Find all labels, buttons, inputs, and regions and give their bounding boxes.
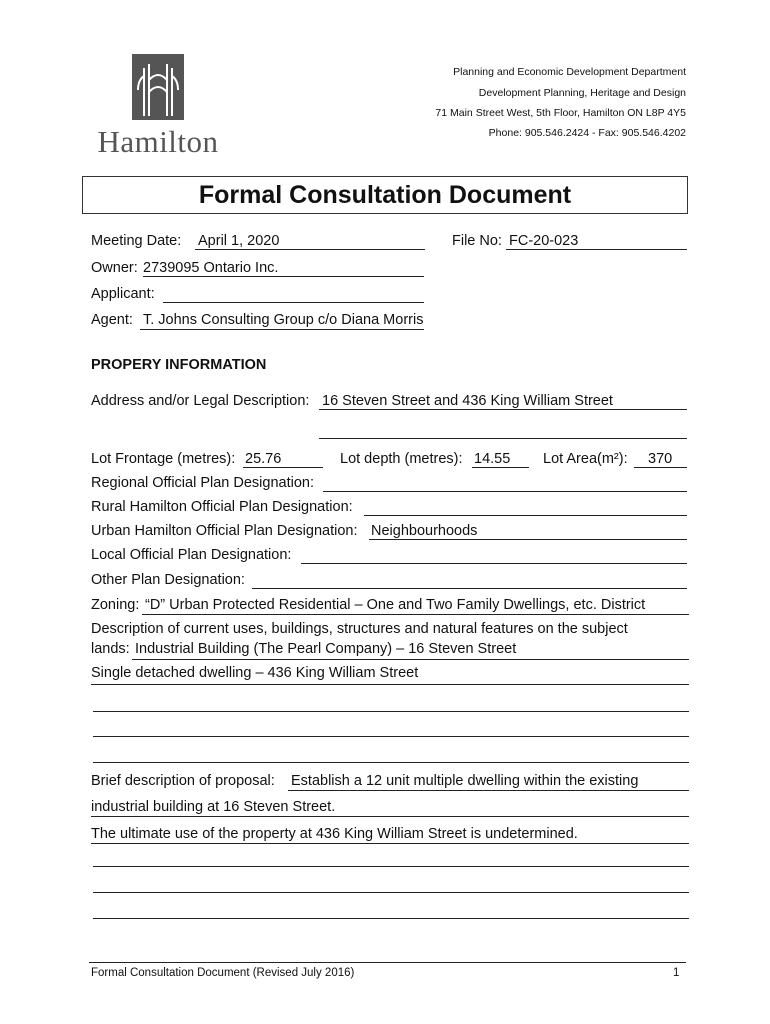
- current-uses-underline-2: [91, 684, 689, 685]
- proposal-field-2[interactable]: [91, 799, 335, 815]
- local-op-field[interactable]: [301, 547, 687, 564]
- address-second-line: [319, 438, 687, 439]
- section-heading: PROPERY INFORMATION: [91, 357, 267, 373]
- file-no-field[interactable]: [506, 233, 687, 250]
- urban-op-label: Urban Hamilton Official Plan Designation:: [91, 523, 358, 539]
- current-uses-blank-line-2: [93, 736, 689, 737]
- logo-wordmark: Hamilton: [97, 124, 219, 159]
- owner-field[interactable]: [143, 260, 424, 277]
- regional-op-label: Regional Official Plan Designation:: [91, 475, 315, 491]
- proposal-underline-2: [91, 816, 689, 817]
- lot-depth-label: Lot depth (metres):: [340, 451, 463, 467]
- agent-label: Agent:: [91, 312, 133, 328]
- zoning-underline: [142, 614, 689, 615]
- address-value: 16 Steven Street and 436 King William Street: [322, 393, 613, 409]
- division-name: Development Planning, Heritage and Design: [478, 87, 686, 99]
- file-no-label: File No:: [452, 233, 502, 249]
- applicant-label: Applicant:: [91, 286, 155, 302]
- current-uses-value-2: Single detached dwelling – 436 King William Street: [91, 665, 419, 681]
- current-uses-blank-line-3: [93, 762, 689, 763]
- proposal-value-3: The ultimate use of the property at 436 King William Street is undetermined.: [91, 826, 578, 842]
- address-label: Address and/or Legal Description:: [91, 393, 310, 409]
- office-address: 71 Main Street West, 5th Floor, Hamilton ON L8P 4Y5: [435, 107, 686, 119]
- meeting-date-value: April 1, 2020: [198, 233, 280, 249]
- document-title-box: [82, 176, 688, 214]
- lot-frontage-label: Lot Frontage (metres):: [91, 451, 236, 467]
- rural-op-label: Rural Hamilton Official Plan Designation:: [91, 499, 353, 515]
- owner-label: Owner:: [91, 260, 138, 276]
- proposal-underline-3: [91, 843, 689, 844]
- other-plan-field[interactable]: [252, 572, 687, 589]
- lot-depth-field[interactable]: [472, 451, 529, 468]
- current-uses-blank-line-1: [93, 711, 689, 712]
- lot-area-value: 370: [648, 451, 673, 467]
- proposal-value-1: Establish a 12 unit multiple dwelling within the existing: [291, 773, 639, 789]
- current-uses-field-1[interactable]: [132, 641, 516, 657]
- applicant-field[interactable]: [163, 286, 424, 303]
- agent-value: T. Johns Consulting Group c/o Diana Morris: [143, 312, 424, 328]
- proposal-blank-line-2: [93, 892, 689, 893]
- meeting-date-field[interactable]: [195, 233, 425, 250]
- footer-divider: [89, 962, 686, 963]
- agent-field[interactable]: [140, 312, 440, 328]
- urban-op-value: Neighbourhoods: [371, 523, 478, 539]
- current-uses-value-1: Industrial Building (The Pearl Company) – 16 Steven Street: [135, 641, 517, 657]
- phone-fax: Phone: 905.546.2424 - Fax: 905.546.4202: [488, 127, 686, 139]
- agent-underline: [140, 329, 424, 330]
- document-title: Formal Consultation Document: [198, 180, 572, 209]
- meeting-date-label: Meeting Date:: [91, 233, 182, 249]
- address-field[interactable]: [319, 393, 687, 410]
- urban-op-field[interactable]: [369, 523, 687, 540]
- lot-area-label: Lot Area(m²):: [543, 451, 628, 467]
- zoning-value: “D” Urban Protected Residential – One and Two Family Dwellings, etc. District: [145, 597, 646, 613]
- owner-value: 2739095 Ontario Inc.: [143, 260, 279, 276]
- proposal-field-3[interactable]: [91, 826, 578, 842]
- other-plan-label: Other Plan Designation:: [91, 572, 245, 588]
- lot-area-field[interactable]: [634, 451, 687, 468]
- proposal-value-2: industrial building at 16 Steven Street.: [91, 799, 336, 815]
- page-number: 1: [673, 967, 680, 979]
- proposal-field-1[interactable]: [288, 773, 638, 789]
- lot-depth-value: 14.55: [474, 451, 511, 467]
- current-uses-label-cont: lands:: [91, 641, 130, 657]
- proposal-blank-line-3: [93, 918, 689, 919]
- current-uses-underline-1: [132, 659, 689, 660]
- proposal-underline-1: [288, 790, 689, 791]
- footer-text: Formal Consultation Document (Revised July 2016): [91, 967, 355, 979]
- file-no-value: FC-20-023: [509, 233, 579, 249]
- department-name: Planning and Economic Development Department: [453, 66, 686, 78]
- zoning-field[interactable]: [142, 597, 645, 613]
- lot-frontage-value: 25.76: [245, 451, 282, 467]
- current-uses-field-2[interactable]: [91, 665, 418, 681]
- regional-op-field[interactable]: [323, 475, 687, 492]
- lot-frontage-field[interactable]: [243, 451, 323, 468]
- hamilton-logo: [96, 50, 220, 160]
- rural-op-field[interactable]: [364, 499, 687, 516]
- proposal-blank-line-1: [93, 866, 689, 867]
- proposal-label: Brief description of proposal:: [91, 773, 275, 789]
- current-uses-label: Description of current uses, buildings, structures and natural features on the subject: [91, 621, 628, 637]
- logo-mark-icon: [96, 50, 220, 124]
- zoning-label: Zoning:: [91, 597, 140, 613]
- local-op-label: Local Official Plan Designation:: [91, 547, 292, 563]
